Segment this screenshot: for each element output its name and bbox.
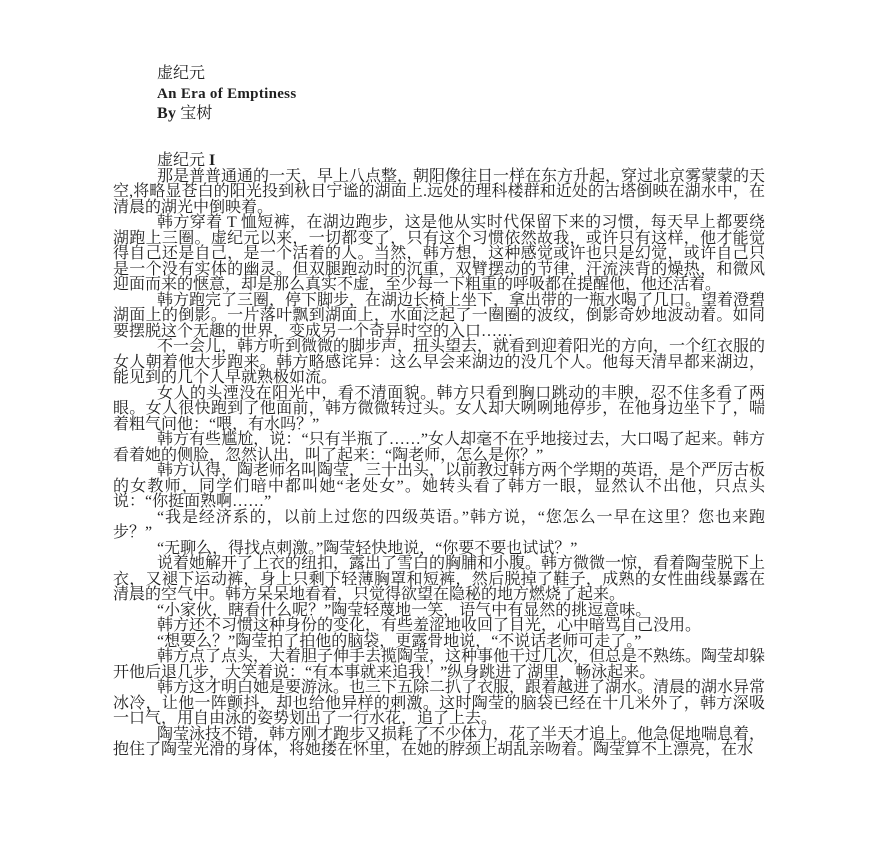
paragraph: 那是普普通通的一天，早上八点整，朝阳像往日一样在东方升起，穿过北京雾蒙蒙的天空,将略显苍白的阳光投到秋日宁谧的湖面上.远处的理科楼群和近处的古塔倒映在湖水中，在清晨的湖光中倒映着。 [113, 167, 766, 216]
byline-author: 宝树 [180, 105, 213, 122]
paragraph: 不一会儿，韩方听到微微的脚步声，扭头望去，就看到迎着阳光的方向，一个红衣服的女人朝着他大步跑来。韩方略感诧异：这么早会来湖边的没几个人。他每天清早都来湖边，能见到的几个人早就熟极如流。 [113, 338, 766, 386]
doc-byline [157, 104, 765, 124]
paragraph: “小家伙，瞎看什么呢？”陶莹轻蔑地一笑，语气中有显然的挑逗意味。 [157, 601, 652, 619]
paragraph: 说着她解开了上衣的纽扣，露出了雪白的胸脯和小腹。韩方微微一惊，看着陶莹脱下上衣，又褪下运动裤，身上只剩下轻薄胸罩和短裤，然后脱掉了鞋子，成熟的女性曲线暴露在清晨的空气中。韩方呆呆地看着，只觉得欲望在隐秘的地方燃烧了起来。 [113, 555, 766, 603]
paragraph: “无聊么，得找点刺激。”陶莹轻快地说，“你要不要也试试？” [157, 539, 578, 557]
paragraph: 女人的头湮没在阳光中，看不清面貌。韩方只看到胸口跳动的丰腴，忍不住多看了两眼。女人很快跑到了他面前，韩方微微转过头。女人却大咧咧地停步，在他身边坐下了，喘着粗气问他：“喂，有水吗？” [113, 384, 765, 433]
paragraph: 韩方穿着 T 恤短裤，在湖边跑步，这是他从实时代保留下来的习惯，每天早上都要绕湖跑上三圈。虚纪元以来，一切都变了，只有这个习惯依然故我，或许只有这样，他才能觉得自己还是自己，是一个活着的人。当然，韩方想，这种感觉或许也只是幻觉，或许自己只是一个没有实体的幽灵。但双腿跑动时的沉重，双臂摆动的节律，汗流浃背的燥热，和微风迎面而来的惬意，却是那么真实不虚，至少每一下粗重的呼吸都在提醒他，他还活着。 [113, 214, 765, 293]
paragraph: “想要么？”陶莹拍了拍他的脑袋，更露骨地说，“不说话老师可走了。” [157, 632, 642, 650]
body-paragraphs [113, 169, 765, 758]
paragraph: 韩方有些尴尬，说：“只有半瓶了……”女人却毫不在乎地接过去，大口喝了起来。韩方看着她的侧脸，忽然认出，叫了起来：“陶老师，怎么是你？” [113, 431, 765, 464]
byline-label: By [157, 105, 177, 122]
paragraph: 陶莹泳技不错，韩方刚才跑步又损耗了不少体力，花了半天才追上。他急促地喘息着，抱住了陶莹光滑的身体，将她搂在怀里，在她的脖颈上胡乱亲吻着。陶莹算不上漂亮，在水 [113, 725, 766, 758]
paragraph: 韩方点了点头，大着胆子伸手去揽陶莹，这种事他干过几次，但总是不熟练。陶莹却躲开他后退几步，大笑着说：“有本事就来追我！”纵身跳进了湖里，畅泳起来。 [113, 648, 766, 681]
section-heading-number: I [209, 152, 216, 169]
paragraph: “我是经济系的，以前上过您的四级英语。”韩方说，“您怎么一早在这里？您也来跑步？” [113, 508, 765, 541]
paragraph: 韩方认得，陶老师名叫陶莹，三十出头，以前教过韩方两个学期的英语，是个严厉古板的女教师，同学们暗中都叫她“老处女”。她转头看了韩方一眼，显然认不出他，只点头说：“你挺面熟啊……” [113, 462, 766, 510]
doc-title-chinese: 虚纪元 [157, 65, 206, 82]
title-block [113, 64, 765, 124]
section-heading-title: 虚纪元 [157, 152, 206, 169]
doc-title-english: An Era of Emptiness [157, 86, 297, 102]
paragraph: 韩方这才明白她是要游泳。也三下五除二扒了衣服，跟着越进了湖水。清晨的湖水异常冰冷，让他一阵颤抖，却也给他异样的刺激。这时陶莹的脑袋已经在十几米外了，韩方深吸一口气，用自由泳的姿势划出了一行水花，追了上去。 [113, 679, 766, 727]
paragraph: 韩方跑完了三圈，停下脚步，在湖边长椅上坐下，拿出带的一瓶水喝了几口。望着澄碧湖面上的倒影。一片落叶飘到湖面上，水面泛起了一圈圈的波纹，倒影奇妙地波动着。如同要摆脱这个无趣的世界，变成另一个奇异时空的入口…… [113, 291, 766, 340]
document-content [113, 64, 765, 758]
paragraph: 韩方还不习惯这种身份的变化，有些羞涩地收回了目光，心中暗骂自己没用。 [157, 617, 702, 634]
section-heading [113, 153, 765, 169]
